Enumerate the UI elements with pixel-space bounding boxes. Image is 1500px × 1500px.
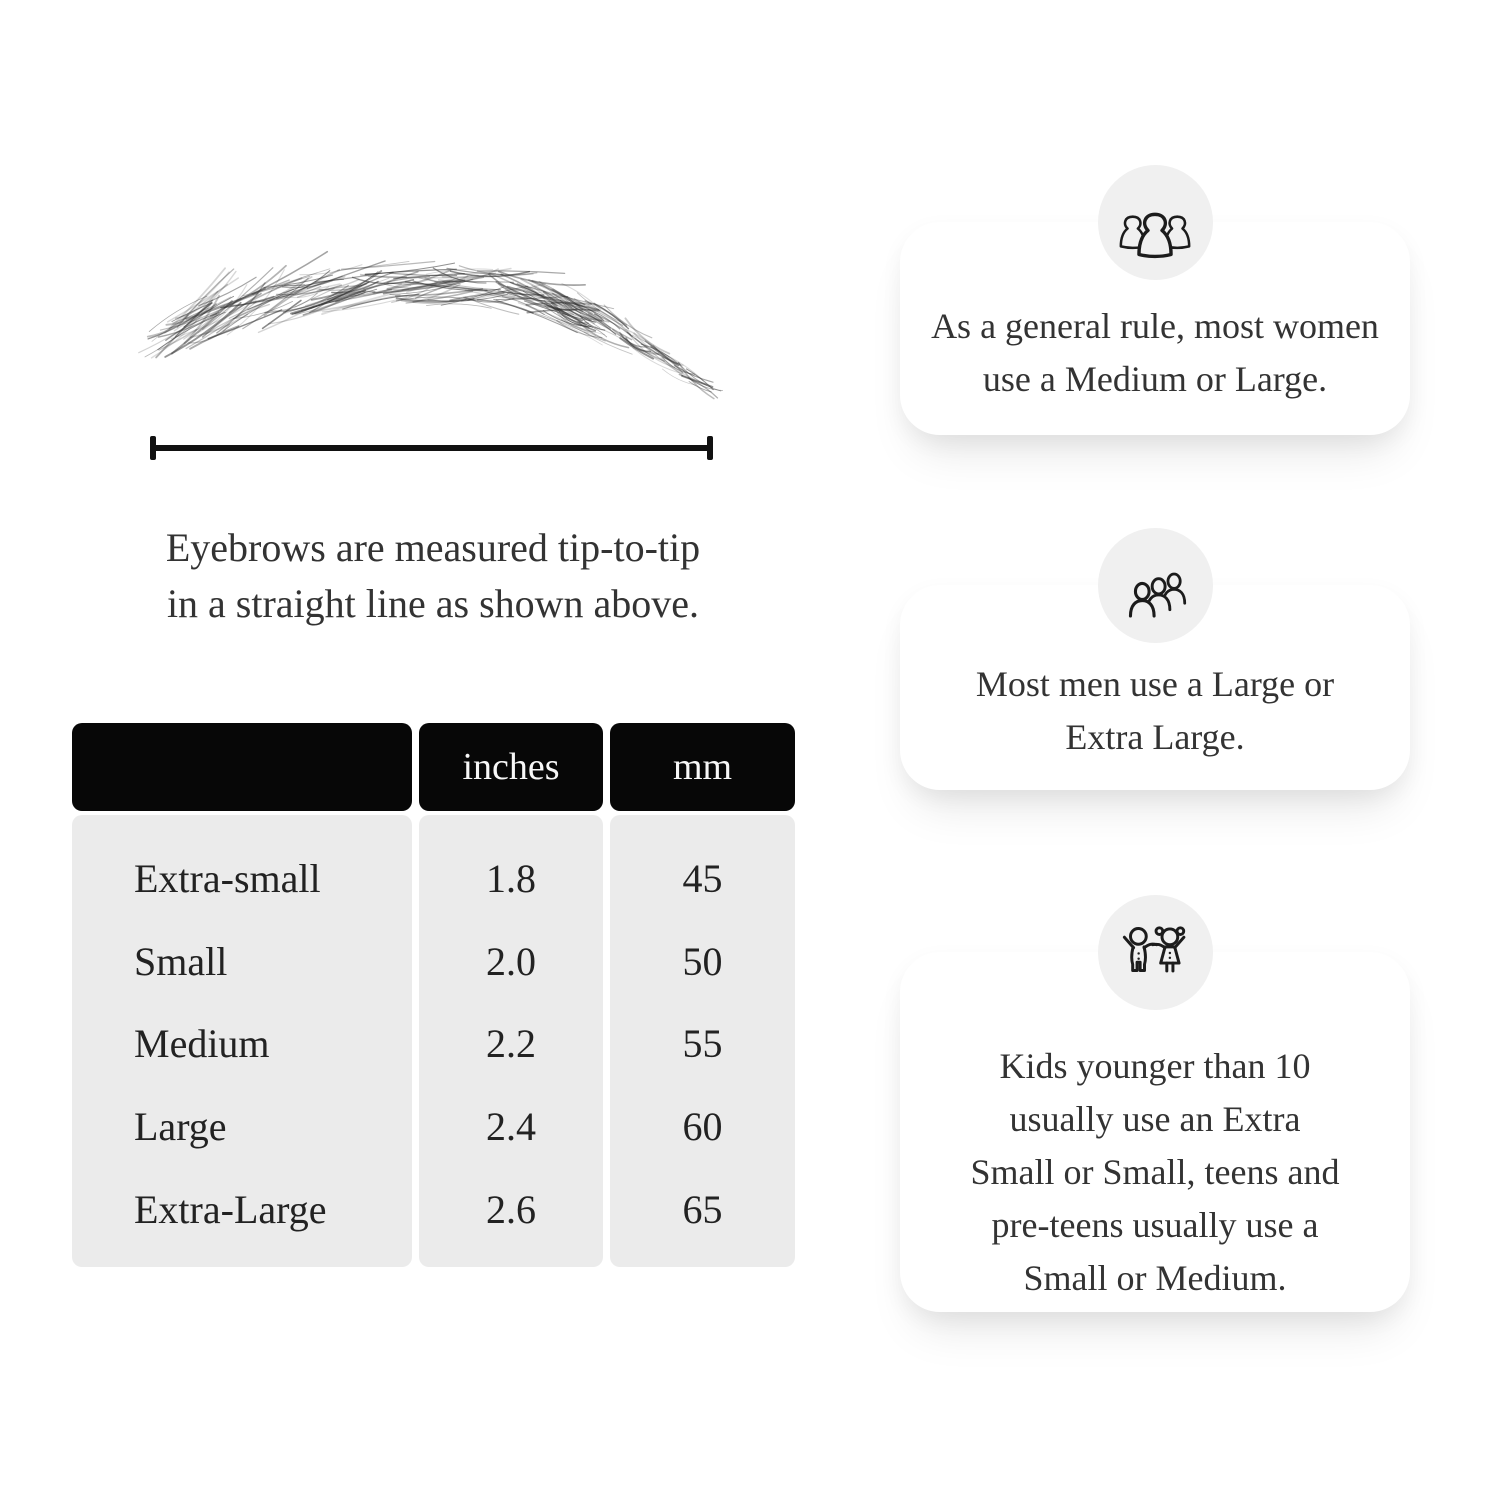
- measure-cap-right: [707, 436, 713, 460]
- header-cell-size: [72, 723, 412, 811]
- size-labels-column: [72, 815, 412, 1267]
- size-label: Large: [134, 1104, 227, 1150]
- size-table-body: [72, 815, 795, 1267]
- card-line: Small or Medium.: [1023, 1257, 1287, 1298]
- card-text: [976, 658, 1334, 764]
- card-text: [931, 300, 1379, 406]
- mm-column: [610, 815, 795, 1267]
- eyebrow-illustration: [115, 240, 745, 405]
- card-line: use a Medium or Large.: [982, 358, 1328, 399]
- inches-value: 2.0: [486, 938, 536, 984]
- measure-bar: [156, 445, 707, 451]
- card-line: As a general rule, most women: [931, 305, 1379, 346]
- inches-value: 2.4: [486, 1104, 536, 1150]
- size-label: Extra-small: [134, 855, 321, 901]
- mm-value: 55: [682, 1021, 723, 1067]
- info-card-men: [900, 585, 1410, 790]
- measurement-caption: [95, 520, 771, 632]
- size-label: Small: [134, 938, 228, 984]
- men-group-icon: [1111, 546, 1199, 626]
- size-table-header: [72, 723, 795, 811]
- card-text: [971, 1040, 1340, 1305]
- inches-value: 2.2: [486, 1021, 536, 1067]
- card-line: pre-teens usually use a: [991, 1204, 1319, 1245]
- header-cell-mm: mm: [610, 723, 795, 811]
- size-label: Extra-Large: [134, 1187, 327, 1233]
- mm-value: 45: [682, 855, 723, 901]
- inches-value: 1.8: [486, 855, 536, 901]
- info-card-women: [900, 222, 1410, 435]
- header-cell-inches: inches: [419, 723, 603, 811]
- mm-value: 50: [682, 938, 723, 984]
- mm-value: 65: [682, 1187, 723, 1233]
- card-line: Extra Large.: [1065, 717, 1245, 757]
- size-label: Medium: [134, 1021, 270, 1067]
- measurement-line: [150, 436, 713, 460]
- caption-line-1: Eyebrows are measured tip-to-tip: [165, 525, 701, 570]
- info-card-kids: [900, 952, 1410, 1312]
- icon-circle: [1098, 528, 1213, 643]
- inches-value: 2.6: [486, 1187, 536, 1233]
- inches-column: [419, 815, 603, 1267]
- card-line: Most men use a Large or: [975, 664, 1335, 704]
- card-line: usually use an Extra: [1009, 1098, 1301, 1139]
- mm-value: 60: [682, 1104, 723, 1150]
- caption-line-2: in a straight line as shown above.: [166, 581, 700, 626]
- card-line: Small or Small, teens and: [970, 1151, 1340, 1192]
- card-line: Kids younger than 10: [999, 1045, 1311, 1086]
- icon-circle: [1098, 165, 1213, 280]
- kids-icon: [1113, 920, 1197, 986]
- icon-circle: [1098, 895, 1213, 1010]
- women-group-icon: [1110, 184, 1200, 262]
